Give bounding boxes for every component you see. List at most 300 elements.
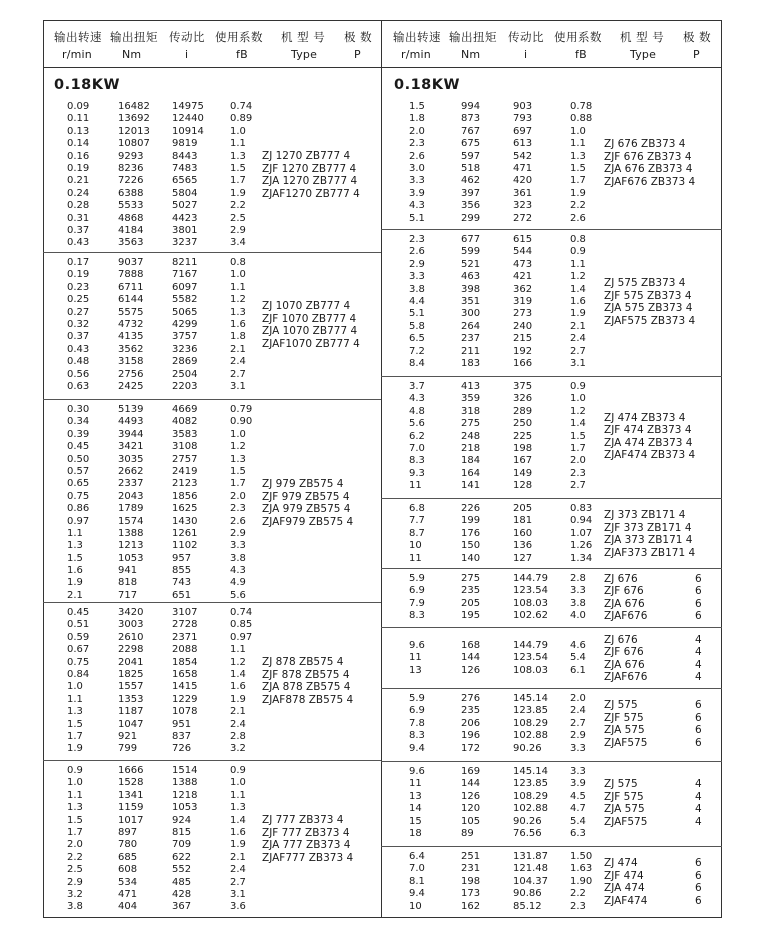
model-type: ZJAF373 ZB171 4 <box>604 546 696 559</box>
torque-cell: 195 <box>461 610 481 622</box>
torque-column <box>461 503 480 565</box>
model-type: ZJF 676 ZB373 4 <box>604 150 692 163</box>
torque-cell: 518 <box>461 162 481 174</box>
ratio-column <box>172 404 197 602</box>
factor-cell: 1.34 <box>570 552 593 564</box>
speed-cell: 2.5 <box>67 864 83 876</box>
torque-cell: 5139 <box>118 404 144 415</box>
torque-cell: 2041 <box>118 656 144 668</box>
model-type: ZJA 474 ZB373 4 <box>604 436 693 449</box>
torque-cell: 780 <box>118 839 138 851</box>
model-type: ZJAF878 ZB575 4 <box>262 693 354 706</box>
factor-cell: 3.3 <box>230 540 246 552</box>
model-type-block <box>604 778 647 828</box>
ratio-cell: 3237 <box>172 237 198 249</box>
factor-cell: 2.1 <box>570 320 586 332</box>
torque-cell: 2610 <box>118 631 144 643</box>
torque-cell: 921 <box>118 730 138 742</box>
speed-cell: 10 <box>409 540 422 552</box>
speed-cell: 0.37 <box>67 224 90 236</box>
factor-cell: 1.8 <box>230 331 246 343</box>
model-type-block <box>604 699 647 749</box>
torque-cell: 597 <box>461 150 481 162</box>
torque-cell: 873 <box>461 113 481 125</box>
model-type-block <box>604 857 647 907</box>
torque-cell: 1159 <box>118 802 144 814</box>
torque-cell: 1528 <box>118 777 144 789</box>
torque-cell: 164 <box>461 467 481 479</box>
factor-cell: 1.9 <box>570 308 586 320</box>
torque-cell: 172 <box>461 742 481 754</box>
model-type: ZJAF676 <box>604 610 648 623</box>
ratio-cell: 544 <box>513 246 533 258</box>
factor-column <box>570 640 586 677</box>
torque-cell: 356 <box>461 200 481 212</box>
torque-cell: 126 <box>461 664 481 676</box>
speed-cell: 1.7 <box>67 826 83 838</box>
factor-cell: 1.5 <box>570 162 586 174</box>
torque-cell: 218 <box>461 442 481 454</box>
speed-cell: 5.1 <box>409 212 425 224</box>
speed-cell: 1.5 <box>67 814 83 826</box>
speed-cell: 15 <box>409 815 422 827</box>
factor-cell: 1.9 <box>230 187 246 199</box>
ratio-cell: 14975 <box>172 101 204 112</box>
torque-column <box>461 234 480 370</box>
torque-cell: 16482 <box>118 101 150 112</box>
torque-cell: 941 <box>118 565 138 577</box>
speed-cell: 0.21 <box>67 175 90 187</box>
speed-cell: 6.5 <box>409 333 425 345</box>
factor-cell: 4.0 <box>570 610 586 622</box>
ratio-cell: 7167 <box>172 269 198 281</box>
torque-cell: 897 <box>118 826 138 838</box>
torque-cell: 463 <box>461 271 481 283</box>
ratio-cell: 1854 <box>172 656 198 668</box>
ratio-cell: 743 <box>172 577 192 589</box>
factor-cell: 2.9 <box>230 527 246 539</box>
torque-cell: 1666 <box>118 765 144 776</box>
torque-cell: 521 <box>461 258 481 270</box>
factor-cell: 2.4 <box>230 864 246 876</box>
model-type-block <box>262 656 353 706</box>
model-type: ZJA 777 ZB373 4 <box>262 839 351 852</box>
speed-cell: 6.4 <box>409 851 425 862</box>
factor-cell: 1.5 <box>570 430 586 442</box>
torque-cell: 196 <box>461 730 481 742</box>
header-factor: 使用系数 <box>554 30 602 44</box>
ratio-cell: 108.03 <box>513 597 548 609</box>
speed-column <box>67 607 89 756</box>
poles-value: 4 <box>695 646 702 659</box>
ratio-cell: 957 <box>172 552 192 564</box>
torque-cell: 6388 <box>118 187 144 199</box>
ratio-cell: 166 <box>513 357 533 369</box>
speed-cell: 5.8 <box>409 320 425 332</box>
model-type: ZJ 474 ZB373 4 <box>604 411 686 424</box>
model-type: ZJA 979 ZB575 4 <box>262 503 351 516</box>
unit-type: Type <box>291 48 318 61</box>
torque-cell: 7888 <box>118 269 144 281</box>
factor-cell: 2.8 <box>570 573 586 584</box>
factor-cell: 6.1 <box>570 664 586 676</box>
torque-cell: 1053 <box>118 552 144 564</box>
ratio-cell: 2203 <box>172 380 198 392</box>
group-divider <box>381 627 722 628</box>
ratio-column <box>172 257 197 393</box>
poles-value: 4 <box>695 633 702 646</box>
factor-cell: 2.1 <box>230 851 246 863</box>
factor-cell: 2.0 <box>570 455 586 467</box>
unit-type: Type <box>630 48 657 61</box>
torque-cell: 2298 <box>118 644 144 656</box>
torque-column <box>118 404 143 602</box>
torque-column <box>118 765 143 914</box>
speed-column <box>409 693 425 755</box>
factor-cell: 2.1 <box>230 343 246 355</box>
ratio-cell: 420 <box>513 175 533 187</box>
ratio-cell: 123.85 <box>513 705 548 717</box>
factor-column <box>570 766 586 840</box>
speed-column <box>409 851 425 913</box>
factor-cell: 0.97 <box>230 631 253 643</box>
speed-cell: 0.32 <box>67 318 90 330</box>
torque-cell: 8236 <box>118 162 144 174</box>
speed-cell: 8.3 <box>409 610 425 622</box>
speed-cell: 0.86 <box>67 503 90 515</box>
speed-cell: 6.9 <box>409 585 425 597</box>
poles-value: 4 <box>695 790 702 803</box>
speed-cell: 1.9 <box>67 577 83 589</box>
model-type: ZJ 676 <box>604 633 638 646</box>
ratio-cell: 5027 <box>172 200 198 212</box>
ratio-cell: 793 <box>513 113 533 125</box>
factor-cell: 4.6 <box>570 640 586 651</box>
speed-column <box>67 765 83 914</box>
model-type: ZJ 575 <box>604 699 638 711</box>
group-divider <box>43 760 381 761</box>
speed-cell: 7.9 <box>409 597 425 609</box>
ratio-cell: 9819 <box>172 138 198 150</box>
speed-cell: 1.5 <box>409 101 425 112</box>
torque-cell: 211 <box>461 345 481 357</box>
factor-cell: 3.1 <box>570 357 586 369</box>
unit-ratio: i <box>185 48 189 61</box>
speed-column <box>409 640 425 677</box>
speed-cell: 0.63 <box>67 380 90 392</box>
poles-value: 6 <box>695 736 702 749</box>
factor-cell: 1.1 <box>230 789 246 801</box>
factor-cell: 0.74 <box>230 101 253 112</box>
unit-poles: P <box>693 48 700 61</box>
speed-cell: 8.3 <box>409 730 425 742</box>
speed-cell: 0.45 <box>67 607 90 618</box>
speed-cell: 11 <box>409 480 422 492</box>
factor-cell: 4.9 <box>230 577 246 589</box>
speed-cell: 1.0 <box>67 681 83 693</box>
factor-cell: 2.0 <box>230 490 246 502</box>
torque-cell: 150 <box>461 540 481 552</box>
ratio-cell: 10914 <box>172 125 204 137</box>
torque-cell: 248 <box>461 430 481 442</box>
model-type-block <box>262 300 360 350</box>
speed-cell: 0.19 <box>67 269 90 281</box>
ratio-cell: 136 <box>513 540 533 552</box>
header-ratio: 传动比 <box>508 30 544 44</box>
group-divider <box>381 688 722 689</box>
speed-cell: 1.3 <box>67 706 83 718</box>
torque-cell: 237 <box>461 333 481 345</box>
ratio-cell: 167 <box>513 455 533 467</box>
speed-cell: 0.50 <box>67 453 90 465</box>
ratio-cell: 951 <box>172 718 192 730</box>
torque-cell: 89 <box>461 827 474 839</box>
header-type: 机 型 号 <box>620 30 665 44</box>
ratio-cell: 1102 <box>172 540 198 552</box>
torque-cell: 471 <box>118 888 138 900</box>
model-type: ZJA 575 <box>604 724 645 736</box>
speed-column <box>67 101 89 250</box>
torque-cell: 1047 <box>118 718 144 730</box>
ratio-cell: 1388 <box>172 777 198 789</box>
torque-cell: 2662 <box>118 465 144 477</box>
ratio-column <box>513 101 532 225</box>
ratio-cell: 104.37 <box>513 875 548 887</box>
model-type: ZJ 676 ZB373 4 <box>604 138 686 150</box>
ratio-cell: 375 <box>513 381 533 392</box>
torque-cell: 2337 <box>118 478 144 490</box>
poles-value: 6 <box>695 585 702 598</box>
factor-cell: 1.0 <box>570 125 586 137</box>
poles-block <box>695 778 702 828</box>
factor-cell: 1.0 <box>230 428 246 440</box>
model-type: ZJF 676 <box>604 585 644 598</box>
torque-cell: 675 <box>461 138 481 150</box>
speed-cell: 2.3 <box>409 234 425 245</box>
ratio-cell: 651 <box>172 589 192 601</box>
torque-cell: 4493 <box>118 416 144 428</box>
speed-cell: 1.3 <box>67 802 83 814</box>
factor-cell: 1.90 <box>570 875 593 887</box>
speed-column <box>409 503 425 565</box>
factor-cell: 2.7 <box>570 345 586 357</box>
factor-cell: 1.3 <box>230 802 246 814</box>
poles-value: 4 <box>695 815 702 828</box>
ratio-cell: 3583 <box>172 428 198 440</box>
speed-cell: 7.0 <box>409 863 425 875</box>
ratio-cell: 903 <box>513 101 533 112</box>
ratio-cell: 815 <box>172 826 192 838</box>
factor-cell: 1.5 <box>230 465 246 477</box>
speed-cell: 2.0 <box>409 125 425 137</box>
ratio-cell: 128 <box>513 480 533 492</box>
ratio-cell: 225 <box>513 430 533 442</box>
factor-cell: 2.1 <box>230 706 246 718</box>
factor-cell: 1.1 <box>230 281 246 293</box>
torque-cell: 176 <box>461 527 481 539</box>
factor-cell: 2.2 <box>570 888 586 900</box>
column-divider <box>381 20 382 918</box>
unit-torque: Nm <box>461 48 481 61</box>
model-type: ZJA 1270 ZB777 4 <box>262 175 358 188</box>
ratio-cell: 3757 <box>172 331 198 343</box>
model-type: ZJ 979 ZB575 4 <box>262 478 344 491</box>
factor-cell: 4.3 <box>230 565 246 577</box>
torque-cell: 6711 <box>118 281 144 293</box>
model-type: ZJA 676 <box>604 597 645 610</box>
torque-column <box>461 381 480 493</box>
factor-cell: 1.63 <box>570 863 593 875</box>
factor-cell: 2.7 <box>230 368 246 380</box>
speed-cell: 5.6 <box>409 418 425 430</box>
torque-cell: 599 <box>461 246 481 258</box>
model-type: ZJ 1070 ZB777 4 <box>262 300 351 313</box>
ratio-column <box>513 851 548 913</box>
speed-cell: 0.48 <box>67 356 90 368</box>
torque-cell: 1017 <box>118 814 144 826</box>
ratio-cell: 485 <box>172 876 192 888</box>
torque-cell: 3158 <box>118 356 144 368</box>
torque-cell: 685 <box>118 851 138 863</box>
ratio-cell: 8443 <box>172 150 198 162</box>
factor-cell: 0.90 <box>230 416 253 428</box>
ratio-cell: 622 <box>172 851 192 863</box>
poles-value: 4 <box>695 658 702 671</box>
group-divider <box>381 568 722 569</box>
speed-cell: 1.9 <box>67 743 83 755</box>
torque-cell: 717 <box>118 589 138 601</box>
factor-cell: 1.26 <box>570 540 593 552</box>
factor-cell: 3.2 <box>230 743 246 755</box>
speed-cell: 10 <box>409 900 422 912</box>
factor-cell: 1.6 <box>570 295 586 307</box>
torque-cell: 413 <box>461 381 481 392</box>
ratio-cell: 90.26 <box>513 742 542 754</box>
model-type: ZJF 575 <box>604 790 644 803</box>
model-type: ZJAF979 ZB575 4 <box>262 515 354 528</box>
ratio-cell: 615 <box>513 234 533 245</box>
factor-cell: 1.4 <box>230 814 246 826</box>
poles-block <box>695 634 702 684</box>
speed-cell: 3.3 <box>409 271 425 283</box>
factor-cell: 3.4 <box>230 237 246 249</box>
ratio-column <box>513 693 548 755</box>
torque-cell: 3420 <box>118 607 144 618</box>
speed-cell: 14 <box>409 803 422 815</box>
ratio-cell: 326 <box>513 393 533 405</box>
ratio-cell: 2371 <box>172 631 198 643</box>
model-type: ZJ 676 <box>604 572 638 585</box>
ratio-cell: 76.56 <box>513 827 542 839</box>
torque-cell: 198 <box>461 875 481 887</box>
factor-cell: 1.7 <box>230 478 246 490</box>
torque-cell: 251 <box>461 851 481 862</box>
torque-cell: 1574 <box>118 515 144 527</box>
factor-cell: 2.9 <box>230 224 246 236</box>
torque-cell: 1353 <box>118 693 144 705</box>
poles-value: 4 <box>695 778 702 791</box>
torque-cell: 1341 <box>118 789 144 801</box>
torque-cell: 168 <box>461 640 481 651</box>
torque-cell: 235 <box>461 705 481 717</box>
speed-column <box>409 234 425 370</box>
torque-cell: 1388 <box>118 527 144 539</box>
torque-cell: 359 <box>461 393 481 405</box>
speed-cell: 0.17 <box>67 257 90 268</box>
ratio-cell: 144.79 <box>513 573 548 584</box>
torque-cell: 4184 <box>118 224 144 236</box>
factor-cell: 1.6 <box>230 318 246 330</box>
ratio-cell: 273 <box>513 308 533 320</box>
factor-cell: 1.4 <box>570 418 586 430</box>
torque-cell: 144 <box>461 652 481 664</box>
factor-cell: 2.2 <box>570 200 586 212</box>
torque-cell: 300 <box>461 308 481 320</box>
speed-cell: 0.51 <box>67 619 90 631</box>
ratio-cell: 149 <box>513 467 533 479</box>
torque-cell: 6144 <box>118 294 144 306</box>
factor-cell: 2.4 <box>230 356 246 368</box>
speed-cell: 1.3 <box>67 540 83 552</box>
speed-cell: 5.9 <box>409 573 425 584</box>
factor-cell: 1.7 <box>230 175 246 187</box>
model-type: ZJAF575 <box>604 736 648 749</box>
speed-cell: 1.1 <box>67 789 83 801</box>
poles-value: 6 <box>695 857 702 869</box>
ratio-cell: 3801 <box>172 224 198 236</box>
ratio-cell: 1261 <box>172 527 198 539</box>
ratio-cell: 1514 <box>172 765 198 776</box>
speed-cell: 0.97 <box>67 515 90 527</box>
factor-cell: 1.3 <box>570 150 586 162</box>
factor-cell: 2.4 <box>230 718 246 730</box>
torque-cell: 199 <box>461 515 481 527</box>
factor-cell: 2.4 <box>570 705 586 717</box>
speed-cell: 1.6 <box>67 565 83 577</box>
speed-cell: 1.5 <box>67 718 83 730</box>
poles-value: 6 <box>695 610 702 623</box>
unit-poles: P <box>354 48 361 61</box>
speed-cell: 0.39 <box>67 428 90 440</box>
factor-cell: 0.78 <box>570 101 593 112</box>
model-type: ZJA 676 ZB373 4 <box>604 163 693 175</box>
speed-cell: 2.2 <box>67 851 83 863</box>
factor-cell: 1.9 <box>230 693 246 705</box>
ratio-cell: 145.14 <box>513 693 548 704</box>
torque-cell: 7226 <box>118 175 144 187</box>
speed-cell: 1.1 <box>67 693 83 705</box>
speed-cell: 7.7 <box>409 515 425 527</box>
ratio-column <box>513 381 532 493</box>
torque-cell: 275 <box>461 573 481 584</box>
speed-cell: 9.6 <box>409 766 425 777</box>
factor-column <box>570 101 592 225</box>
torque-cell: 4868 <box>118 212 144 224</box>
torque-cell: 162 <box>461 900 481 912</box>
factor-cell: 0.89 <box>230 113 253 125</box>
ratio-cell: 709 <box>172 839 192 851</box>
factor-cell: 2.6 <box>570 212 586 224</box>
factor-cell: 2.2 <box>230 200 246 212</box>
speed-cell: 0.43 <box>67 237 90 249</box>
speed-cell: 0.65 <box>67 478 90 490</box>
model-type: ZJA 575 ZB373 4 <box>604 302 693 315</box>
header-torque: 输出扭矩 <box>110 30 158 44</box>
ratio-cell: 215 <box>513 333 533 345</box>
model-type: ZJA 676 <box>604 658 645 671</box>
factor-cell: 3.8 <box>570 597 586 609</box>
header-torque: 输出扭矩 <box>449 30 497 44</box>
